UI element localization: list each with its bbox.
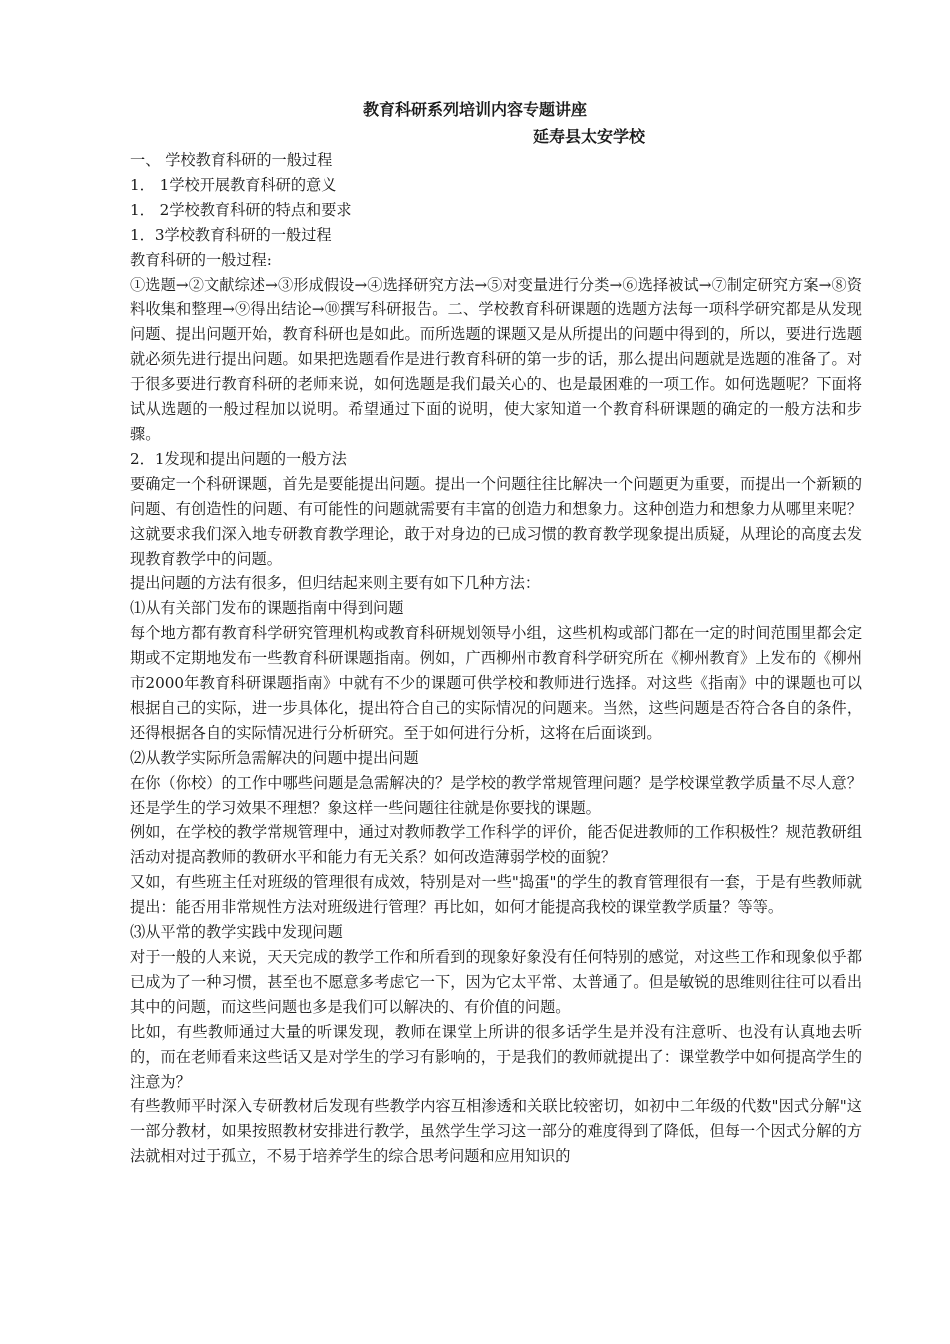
paragraph-methods-intro: 提出问题的方法有很多，但归结起来则主要有如下几种方法： — [130, 574, 541, 593]
subheading-1-2: 1． 2学校教育科研的特点和要求 — [130, 200, 352, 219]
document-body — [130, 148, 862, 1169]
list-item-method-2: ⑵从教学实际所急需解决的问题中提出问题 — [130, 748, 419, 767]
paragraph-raising-questions: 要确定一个科研课题，首先是要能提出问题。提出一个问题往往比解决一个问题更为重要，而提出一个新颖的问题、有创造性的问题、有可能性的问题就需要有丰富的创造力和想象力。这种创造力和想象力从哪里来呢？这就要求我们深入地专研教育教学理论，敢于对身边的已成习惯的教育教学现象提出质疑，从理论的高度去发现教育教学中的问题。 — [130, 474, 862, 568]
paragraph-method-2b: 例如，在学校的教学常规管理中，通过对教师教学工作科学的评价，能否促进教师的工作积极性？规范教研组活动对提高教师的教研水平和能力有无关系？如何改造薄弱学校的面貌？ — [130, 823, 862, 867]
subheading-1-1: 1． 1学校开展教育科研的意义 — [130, 175, 337, 194]
heading-section-1: 一、 学校教育科研的一般过程 — [130, 151, 333, 169]
paragraph-method-3a: 对于一般的人来说，天天完成的教学工作和所看到的现象好象没有任何特别的感觉，对这些工作和现象似乎都已成为了一种习惯，甚至也不愿意多考虑它一下，因为它太平常、太普通了。但是敏锐的思维则往往可以看出其中的问题，而这些问题也多是我们可以解决的、有价值的问题。 — [130, 948, 862, 1016]
subheading-1-3: 1．3学校教育科研的一般过程 — [130, 225, 332, 244]
paragraph-process-intro: 教育科研的一般过程: — [130, 250, 272, 269]
paragraph-method-2c: 又如，有些班主任对班级的管理很有成效，特别是对一些"捣蛋"的学生的教育管理很有一套，于是有些教师就提出：能否用非常规性方法对班级进行管理？再比如，如何才能提高我校的课堂教学质量？等等。 — [130, 873, 862, 917]
subheading-2-1: 2．1发现和提出问题的一般方法 — [130, 449, 347, 468]
paragraph-method-3c: 有些教师平时深入专研教材后发现有些教学内容互相渗透和关联比较密切，如初中二年级的代数"因式分解"这一部分教材，如果按照教材安排进行教学，虽然学生学习这一部分的难度得到了降低，但每一个因式分解的方法就相对过于孤立，不易于培养学生的综合思考问题和应用知识的 — [130, 1097, 862, 1166]
list-item-method-1: ⑴从有关部门发布的课题指南中得到问题 — [130, 599, 404, 618]
paragraph-method-3b: 比如，有些教师通过大量的听课发现，教师在课堂上所讲的很多话学生是并没有注意听、也没有认真地去听的，而在老师看来这些话又是对学生的学习有影响的，于是我们的教师就提出了：课堂教学中如何提高学生的注意为？ — [130, 1022, 862, 1091]
document-title: 教育科研系列培训内容专题讲座 — [362, 100, 587, 119]
list-item-method-3: ⑶从平常的教学实践中发现问题 — [130, 923, 343, 942]
paragraph-method-2a: 在你（你校）的工作中哪些问题是急需解决的？是学校的教学常规管理问题？是学校课堂教学质量不尽人意？还是学生的学习效果不理想？象这样一些问题往往就是你要找的课题。 — [130, 773, 862, 817]
paragraph-method-1: 每个地方都有教育科学研究管理机构或教育科研规划领导小组，这些机构或部门都在一定的时间范围里都会定期或不定期地发布一些教育科研课题指南。例如，广西柳州市教育科学研究所在《柳州教育》上发布的《柳州市2000年教育科研课题指南》中就有不少的课题可供学校和教师进行选择。对这些《指南》中的课题也可以根据自己的实际，进一步具体化，提出符合自己的实际情况的问题来。当然，这些问题是否符合各自的条件，还得根据各自的实际情况进行分析研究。至于如何进行分析，这将在后面谈到。 — [130, 624, 862, 742]
school-name: 延寿县太安学校 — [533, 127, 646, 146]
paragraph-process-steps: ①选题→②文献综述→③形成假设→④选择研究方法→⑤对变量进行分类→⑥选择被试→⑦制定研究方案→⑧资料收集和整理→⑨得出结论→⑩撰写科研报告。二、学校教育科研课题的选题方法每一项科学研究都是从发现问题、提出问题开始，教育科研也是如此。而所选题的课题又是从所提出的问题中得到的，所以，要进行选题就必须先进行提出问题。如果把选题看作是进行教育科研的第一步的话，那么提出问题就是选题的准备了。对于很多要进行教育科研的老师来说，如何选题是我们最关心的、也是最困难的一项工作。如何选题呢？下面将试从选题的一般过程加以说明。希望通过下面的说明，使大家知道一个教育科研课题的确定的一般方法和步骤。 — [130, 275, 862, 443]
